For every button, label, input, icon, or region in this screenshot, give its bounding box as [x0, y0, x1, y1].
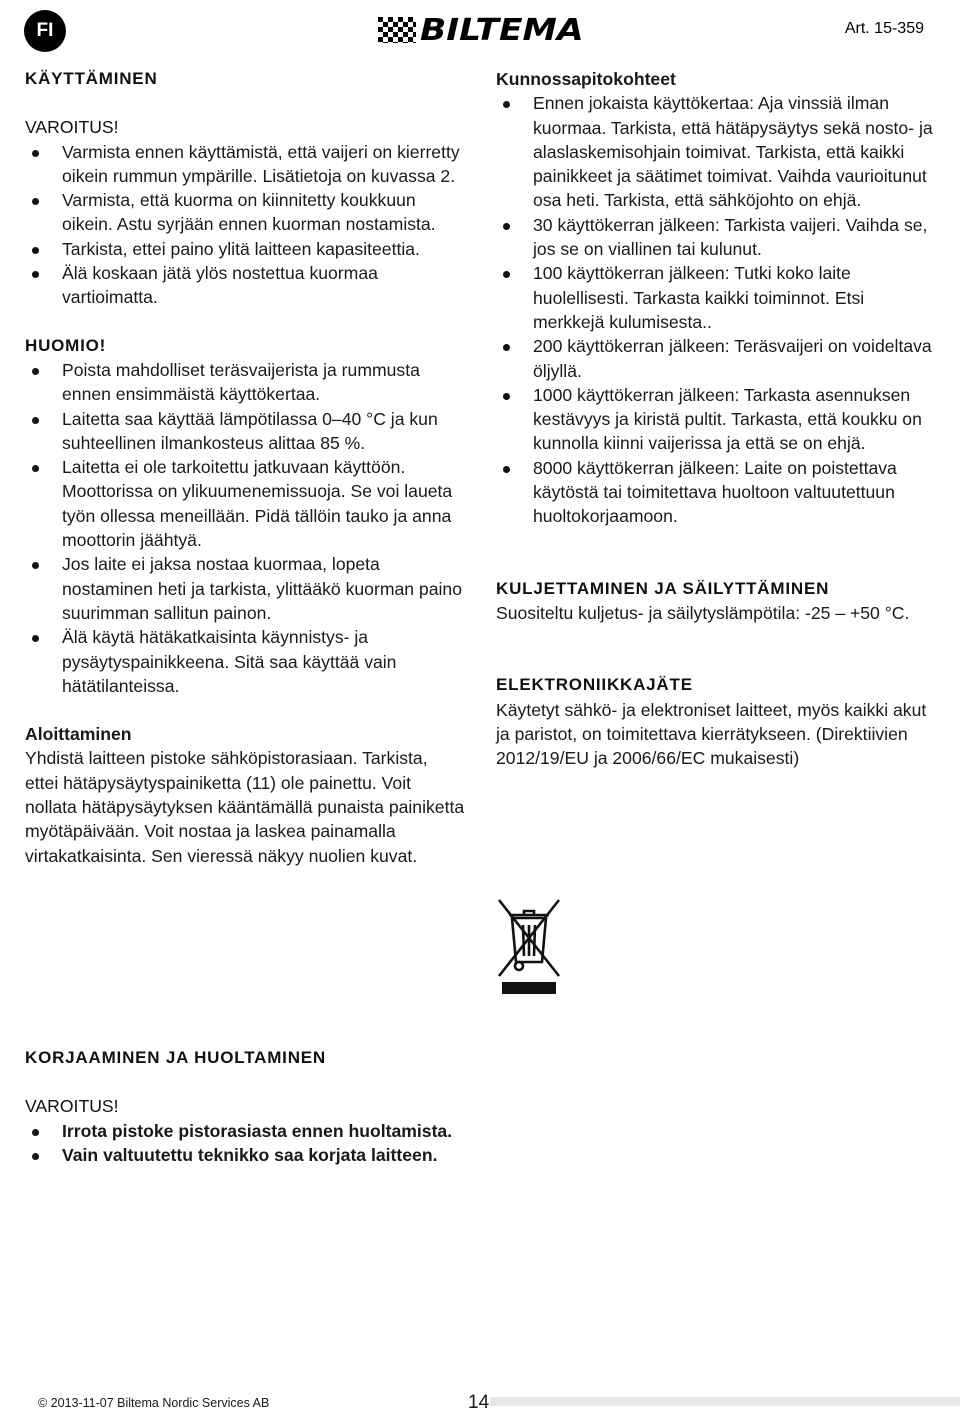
checker-flag-icon [378, 17, 416, 43]
language-badge: FI [24, 10, 66, 52]
list-item: Irrota pistoke pistorasiasta ennen huoltamista. [25, 1119, 485, 1143]
start-title: Aloittaminen [25, 724, 132, 745]
right-column [496, 66, 936, 770]
list-item: Laitetta ei ole tarkoitettu jatkuvaan käyttöön. Moottorissa on ylikuumenemissuoja. Se voi laueta työn ollessa meneillään. Pidä tällöin tauko ja anna moottorin jäähtyä. [25, 455, 465, 552]
crossed-bin-icon [496, 896, 562, 996]
note-list [25, 358, 465, 698]
waste-title: ELEKTRONIIKKAJÄTE [496, 675, 693, 695]
maintenance-title: Kunnossapitokohteet [496, 69, 676, 89]
warning-title: VAROITUS! [25, 117, 119, 138]
page-header [0, 0, 960, 62]
transport-title: KULJETTAMINEN JA SÄILYTTÄMINEN [496, 578, 830, 598]
section-title-usage: KÄYTTÄMINEN [25, 69, 158, 88]
repair-title: KORJAAMINEN JA HUOLTAMINEN [25, 1048, 326, 1067]
list-item: Jos laite ei jaksa nostaa kuormaa, lopeta nostaminen heti ja tarkista, ylittääkö kuorman paino suurimman sallitun painon. [25, 552, 465, 625]
list-item: Varmista ennen käyttämistä, että vaijeri on kierretty oikein rummun ympärille. Lisätietoja on kuvassa 2. [25, 140, 465, 189]
footer-divider [490, 1397, 960, 1406]
list-item: Vain valtuutettu teknikko saa korjata laitteen. [25, 1143, 485, 1167]
list-item: 1000 käyttökerran jälkeen: Tarkasta asennuksen kestävyys ja kiristä pultit. Tarkasta, että koukku on kunnolla kiinni vaijerissa ja että se on ehjä. [496, 383, 936, 456]
transport-text: Suositeltu kuljetus- ja säilytyslämpötila: -25 – +50 °C. [496, 602, 910, 623]
list-item: 100 käyttökerran jälkeen: Tutki koko laite huolellisesti. Tarkasta kaikki toiminnot. Etsi merkkejä kulumisesta.. [496, 261, 936, 334]
list-item: Tarkista, ettei paino ylitä laitteen kapasiteettia. [25, 237, 465, 261]
note-title: HUOMIO! [25, 335, 107, 355]
maintenance-list [496, 91, 936, 528]
copyright-text: © 2013-11-07 Biltema Nordic Services AB [38, 1396, 270, 1410]
list-item: 30 käyttökerran jälkeen: Tarkista vaijeri. Vaihda se, jos se on viallinen tai kulunut. [496, 213, 936, 262]
repair-warning-list [25, 1119, 485, 1168]
list-item: Poista mahdolliset teräsvaijerista ja rummusta ennen ensimmäistä käyttökertaa. [25, 358, 465, 407]
list-item: Älä koskaan jätä ylös nostettua kuormaa vartioimatta. [25, 261, 465, 310]
page-number: 14 [468, 1392, 490, 1413]
waste-text: Käytetyt sähkö- ja elektroniset laitteet, myös kaikki akut ja paristot, on toimitettava kierrätykseen. (Direktiivien 2012/19/EU ja 2006/66/EC mukaisesti) [496, 699, 927, 769]
brand-name: BILTEMA [420, 12, 584, 48]
list-item: Varmista, että kuorma on kiinnitetty koukkuun oikein. Astu syrjään ennen kuorman nostamista. [25, 188, 465, 237]
page-footer [0, 1386, 960, 1414]
start-text: Yhdistä laitteen pistoke sähköpistorasiaan. Tarkista, ettei hätäpysäytyspainiketta (11) ole painettu. Voit nollata hätäpysäytyksen kääntämällä punaista painiketta myötäpäivään. Voit nostaa ja laskea painamalla virtakatkaisinta. Sen vieressä näkyy nuolien kuvat. [25, 748, 465, 866]
article-number: Art. 15-359 [844, 20, 924, 37]
list-item: 200 käyttökerran jälkeen: Teräsvaijeri on voideltava öljyllä. [496, 334, 936, 383]
list-item: 8000 käyttökerran jälkeen: Laite on poistettava käytöstä tai toimitettava huoltoon valtuutettuun huoltokorjaamoon. [496, 456, 936, 529]
left-column [25, 66, 465, 868]
biltema-logo [378, 12, 584, 48]
warning-list [25, 140, 465, 310]
list-item: Älä käytä hätäkatkaisinta käynnistys- ja pysäytyspainikkeena. Sitä saa käyttää vain hätätilanteissa. [25, 625, 465, 698]
list-item: Laitetta saa käyttää lämpötilassa 0–40 °C ja kun suhteellinen ilmankosteus alittaa 85 %. [25, 407, 465, 456]
repair-section [25, 1046, 485, 1167]
list-item: Ennen jokaista käyttökertaa: Aja vinssiä ilman kuormaa. Tarkista, että hätäpysäytys sekä nosto- ja alaslaskemisohjain toimivat. Tarkista, että kaikki painikkeet ja säätimet toimivat. Vaihda vaurioitunut osa heti. Tarkista, että sähköjohto on ehjä. [496, 91, 936, 212]
repair-warning-title: VAROITUS! [25, 1096, 119, 1117]
